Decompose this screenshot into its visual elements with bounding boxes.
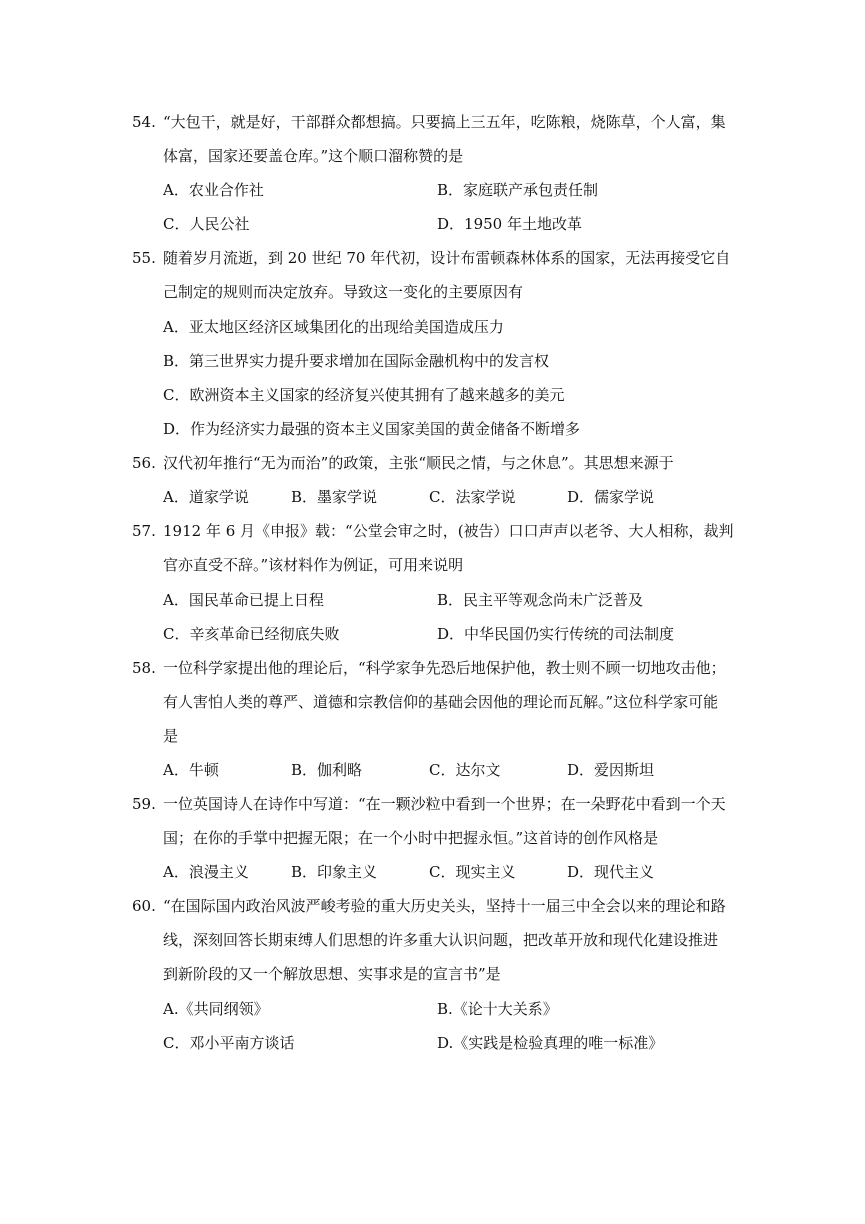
question-number: 55. — [132, 249, 156, 267]
question-text-line: 国；在你的手掌中把握无限；在一个小时中把握永恒。”这首诗的创作风格是 — [163, 829, 659, 847]
option-b: B．印象主义 — [291, 863, 378, 881]
option-a: A．农业合作社 — [163, 181, 264, 199]
question-text-line: 1912 年 6 月《申报》载：“公堂会审之时，(被告）口口声声以老爷、大人相称，裁判 — [163, 522, 734, 540]
option-d: D．1950 年土地改革 — [437, 215, 582, 233]
question-text-line: 官亦直受不辞。”该材料作为例证，可用来说明 — [163, 556, 464, 574]
option-b: B．墨家学说 — [291, 488, 378, 506]
option-d: D．中华民国仍实行传统的司法制度 — [437, 625, 675, 643]
option-c: C．邓小平南方谈话 — [163, 1034, 295, 1052]
option-b: B．民主平等观念尚未广泛普及 — [437, 591, 644, 609]
option-a: A．亚太地区经济区域集团化的出现给美国造成压力 — [163, 318, 504, 336]
question-text-line: 到新阶段的又一个解放思想、实事求是的宣言书”是 — [163, 965, 501, 983]
question-text-line: 汉代初年推行“无为而治”的政策，主张“顺民之情，与之休息”。其思想来源于 — [163, 454, 674, 472]
option-c: C．辛亥革命已经彻底失败 — [163, 625, 340, 643]
question-number: 54. — [132, 113, 156, 131]
question-text-line: 己制定的规则而决定放弃。导致这一变化的主要原因有 — [163, 283, 524, 301]
option-c: C．现实主义 — [429, 863, 516, 881]
option-a: A．牛顿 — [163, 761, 219, 779]
option-c: C．人民公社 — [163, 215, 250, 233]
question-text-line: 有人害怕人类的尊严、道德和宗教信仰的基础会因他的理论而瓦解。”这位科学家可能 — [163, 693, 719, 711]
option-d: D.《实践是检验真理的唯一标准》 — [437, 1034, 664, 1052]
option-b: B．伽利略 — [291, 761, 363, 779]
question-text-line: 随着岁月流逝，到 20 世纪 70 年代初，设计布雷顿森林体系的国家，无法再接受它自 — [163, 249, 731, 267]
option-a: A．浪漫主义 — [163, 863, 249, 881]
question-number: 56. — [132, 454, 156, 472]
question-text-line: 线，深刻回答长期束缚人们思想的许多重大认识问题，把改革开放和现代化建设推进 — [163, 931, 719, 949]
option-c: C．法家学说 — [429, 488, 516, 506]
question-text-line: 体富，国家还要盖仓库。”这个顺口溜称赞的是 — [163, 147, 464, 165]
option-a: A．国民革命已提上日程 — [163, 591, 324, 609]
option-c: C．欧洲资本主义国家的经济复兴使其拥有了越来越多的美元 — [163, 386, 565, 404]
question-number: 58. — [132, 659, 156, 677]
option-a: A．道家学说 — [163, 488, 249, 506]
question-number: 60. — [132, 897, 156, 915]
question-text-line: 是 — [163, 727, 179, 745]
question-text-line: 一位科学家提出他的理论后，“科学家争先恐后地保护他，教士则不顾一切地攻击他； — [163, 659, 726, 677]
question-number: 59. — [132, 795, 156, 813]
option-d: D．作为经济实力最强的资本主义国家美国的黄金储备不断增多 — [163, 420, 581, 438]
option-b: B．第三世界实力提升要求增加在国际金融机构中的发言权 — [163, 352, 550, 370]
option-b: B．家庭联产承包责任制 — [437, 181, 599, 199]
question-text-line: “大包干，就是好，干部群众都想搞。只要搞上三五年，吃陈粮，烧陈草，个人富，集 — [163, 113, 726, 131]
option-d: D．儒家学说 — [567, 488, 655, 506]
question-text-line: 一位英国诗人在诗作中写道：“在一颗沙粒中看到一个世界；在一朵野花中看到一个天 — [163, 795, 726, 813]
option-a: A.《共同纲领》 — [163, 1000, 269, 1018]
option-d: D．现代主义 — [567, 863, 655, 881]
question-number: 57. — [132, 522, 156, 540]
option-b: B.《论十大关系》 — [437, 1000, 558, 1018]
option-c: C．达尔文 — [429, 761, 501, 779]
question-text-line: “在国际国内政治风波严峻考验的重大历史关头，坚持十一届三中全会以来的理论和路 — [163, 897, 726, 915]
option-d: D．爱因斯坦 — [567, 761, 655, 779]
